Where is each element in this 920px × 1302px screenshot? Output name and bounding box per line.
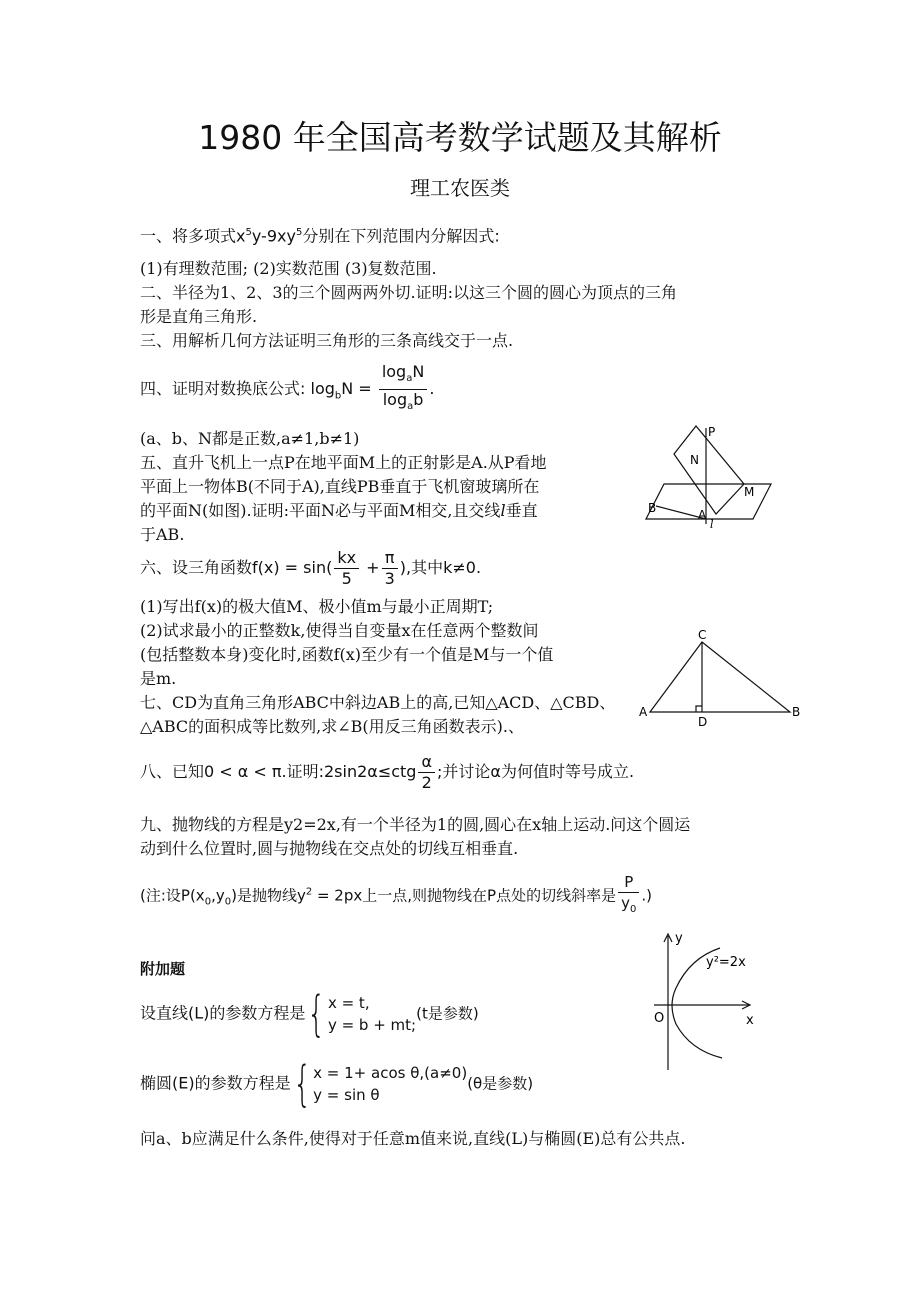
fig5-label-A: A	[698, 508, 707, 522]
question-3: 三、用解析几何方法证明三角形的三条高线交于一点.	[140, 331, 514, 350]
question-6-part-2: (2)试求最小的正整数k,使得当自变量x在任意两个整数间	[140, 621, 539, 640]
question-7-line-1: 七、CD为直角三角形ABC中斜边AB上的高,已知△ACD、△CBD、	[140, 693, 616, 712]
question-4: 四、证明对数换底公式: $\log_bN$ = $\frac{\log_aN}{\log_ab}$ .	[140, 362, 434, 417]
question-9-note: (注:设$P(x_0,y_0)$是抛物线$y^2 = 2px$上一点,则抛物线在P点处的切线斜率是 $\frac{P}{y_0}$ .)	[140, 873, 652, 915]
fig7-label-D: D	[698, 715, 708, 728]
question-2-line-2: 形是直角三角形.	[140, 307, 258, 326]
extra-heading: 附加题	[140, 960, 186, 978]
fig9-label-O: O	[654, 1011, 665, 1026]
final-question: 问a、b应满足什么条件,使得对于任意m值来说,直线(L)与椭圆(E)总有公共点.	[140, 1129, 686, 1148]
fig7-label-B: B	[792, 705, 801, 719]
fig7-label-A: A	[639, 705, 648, 719]
question-5-line-1: 五、直升飞机上一点P在地平面M上的正射影是A.从P看地	[140, 453, 547, 472]
fig9-label-x: x	[746, 1013, 754, 1028]
log-fraction: $\frac{\log_aN}{\log_ab}$	[379, 362, 428, 417]
figure-planes	[626, 424, 776, 534]
fig9-label-y: y	[675, 931, 683, 946]
fig9-label-eq: y²=2x	[706, 955, 746, 970]
question-2-line-1: 二、半径为1、2、3的三个圆两两外切.证明:以这三个圆的圆心为顶点的三角	[140, 283, 678, 302]
question-6-part-1: (1)写出f(x)的极大值M、极小值m与最小正周期T;	[140, 597, 494, 616]
question-5-line-2: 平面上一物体B(不同于A),直线PB垂直于飞机窗玻璃所在	[140, 477, 540, 496]
question-5-line-4: 于AB.	[140, 525, 185, 544]
fig5-label-N: N	[690, 453, 699, 467]
ellipse-parametric-equation: 椭圆(E)的参数方程是{ x = 1+ acos θ,(a≠0) y = sin θ (θ是参数)	[140, 1056, 534, 1112]
fig7-label-C: C	[698, 628, 707, 642]
page-subtitle: 理工农医类	[410, 176, 510, 200]
question-6-part-4: 是m.	[140, 669, 177, 688]
question-6-part-3: (包括整数本身)变化时,函数f(x)至少有一个值是M与一个值	[140, 645, 554, 664]
figure-triangle	[636, 628, 816, 728]
question-6: 六、设三角函数f(x) = sin( $\frac{kx}{5}$ + $\frac{\pi}{3}$ ),其中k≠0.	[140, 548, 482, 588]
fig5-label-B: B	[648, 501, 657, 515]
figure-parabola	[650, 930, 760, 1080]
question-4-note: (a、b、N都是正数,a≠1,b≠1)	[140, 429, 360, 448]
page-title: 1980 年全国高考数学试题及其解析	[198, 118, 722, 157]
question-9-line-1: 九、抛物线的方程是y2=2x,有一个半径为1的圆,圆心在x轴上运动.问这个圆运	[140, 815, 691, 834]
fig5-label-l: l	[710, 518, 714, 531]
line-parametric-equation: 设直线(L)的参数方程是{ x = t, y = b + mt; (t是参数)	[140, 986, 479, 1042]
question-9-line-2: 动到什么位置时,圆与抛物线在交点处的切线互相垂直.	[140, 839, 519, 858]
fig5-label-M: M	[744, 485, 755, 499]
question-8: 八、已知0 < α < π.证明:2sin2α≤ctg $\frac{\alpha}{2}$ ;并讨论α为何值时等号成立.	[140, 752, 635, 792]
question-7-line-2: △ABC的面积成等比数列,求∠B(用反三角函数表示).、	[140, 717, 524, 736]
question-5-line-3: 的平面N(如图).证明:平面N必与平面M相交,且交线l垂直	[140, 501, 538, 520]
fig5-label-P: P	[708, 425, 716, 439]
question-1: 一、将多项式$x^5y-9xy^5$分别在下列范围内分解因式:	[140, 226, 500, 246]
question-1-parts: (1)有理数范围; (2)实数范围 (3)复数范围.	[140, 259, 437, 278]
